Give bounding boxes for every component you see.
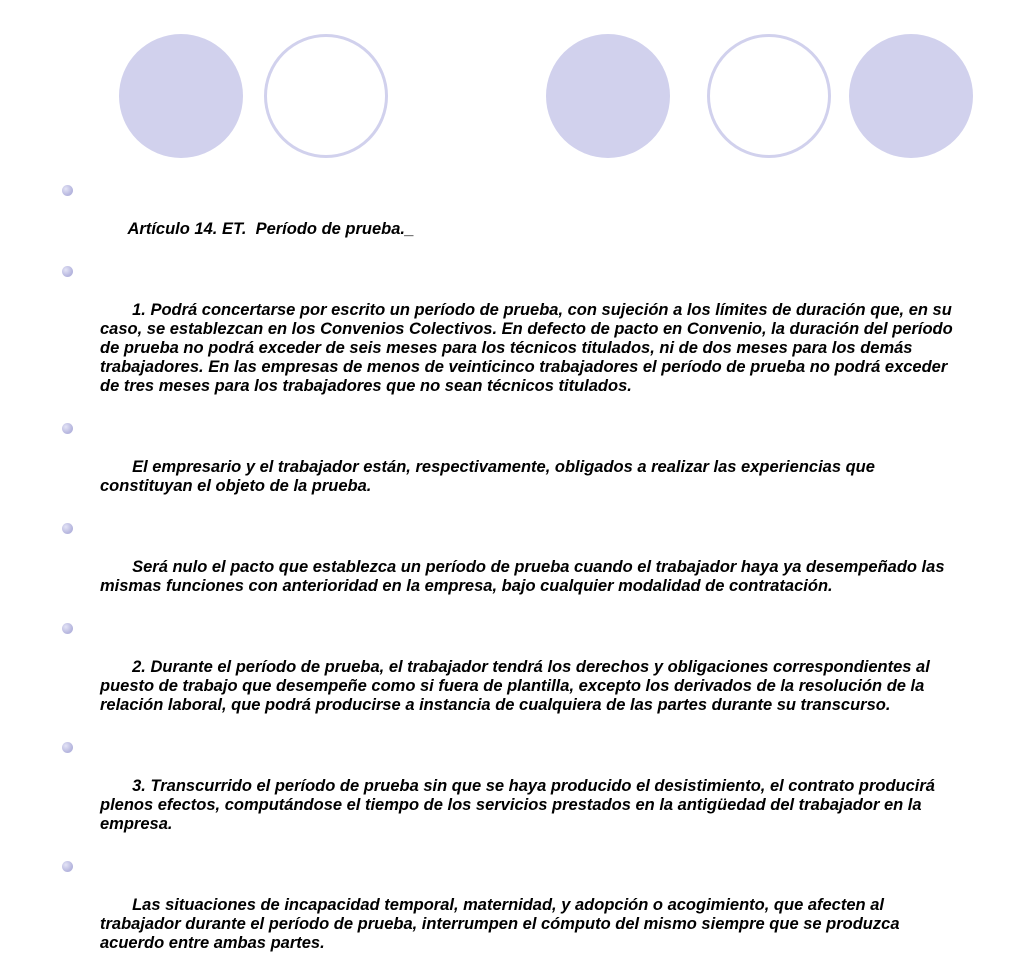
bullet-icon [62, 742, 73, 753]
paragraph-text: 3. Transcurrido el período de prueba sin que se haya producido el desistimiento, el contrato producirá plenos efectos, computándose el tiempo de los servicios prestados en la antigüedad del trabajador en la empresa. [100, 777, 940, 833]
article-bullet-list [62, 182, 967, 977]
bullet-icon [62, 523, 73, 534]
list-item [62, 420, 967, 515]
decorative-circle-ring [264, 34, 388, 158]
bullet-icon [62, 423, 73, 434]
list-item [62, 858, 967, 972]
decorative-circle-ring [707, 34, 831, 158]
article-title: Artículo 14. ET. Período de prueba._ [127, 220, 415, 238]
decorative-circle-filled [119, 34, 243, 158]
list-item [62, 520, 967, 615]
paragraph-text: Las situaciones de incapacidad temporal, maternidad, y adopción o acogimiento, que afecten al trabajador durante el período de prueba, interrumpen el cómputo del mismo siempre que se produzca acuerdo entre ambas partes. [100, 896, 905, 952]
bullet-icon [62, 623, 73, 634]
paragraph-text: Será nulo el pacto que establezca un período de prueba cuando el trabajador haya ya desempeñado las mismas funciones con anterioridad en la empresa, bajo cualquier modalidad de contratación. [100, 558, 950, 595]
list-item [62, 620, 967, 734]
bullet-icon [62, 861, 73, 872]
decorative-circle-filled [546, 34, 670, 158]
paragraph-text: El empresario y el trabajador están, respectivamente, obligados a realizar las experiencias que constituyan el objeto de la prueba. [100, 458, 880, 495]
decorative-circle-filled [849, 34, 973, 158]
list-item [62, 182, 967, 258]
paragraph-text: 2. Durante el período de prueba, el trabajador tendrá los derechos y obligaciones correspondientes al puesto de trabajo que desempeñe como si fuera de plantilla, excepto los derivados de la resolución de la relación laboral, que podrá producirse a instancia de cualquiera de las partes durante su transcurso. [100, 658, 935, 714]
bullet-icon [62, 185, 73, 196]
list-item [62, 739, 967, 853]
bullet-icon [62, 266, 73, 277]
paragraph-text: 1. Podrá concertarse por escrito un período de prueba, con sujeción a los límites de duración que, en su caso, se establezcan en los Convenios Colectivos. En defecto de pacto en Convenio, la duración del período de prueba no podrá exceder de seis meses para los técnicos titulados, ni de dos meses para los demás trabajadores. En las empresas de menos de veinticinco trabajadores el período de prueba no podrá exceder de tres meses para los trabajadores que no sean técnicos titulados. [100, 301, 958, 395]
list-item [62, 263, 967, 415]
